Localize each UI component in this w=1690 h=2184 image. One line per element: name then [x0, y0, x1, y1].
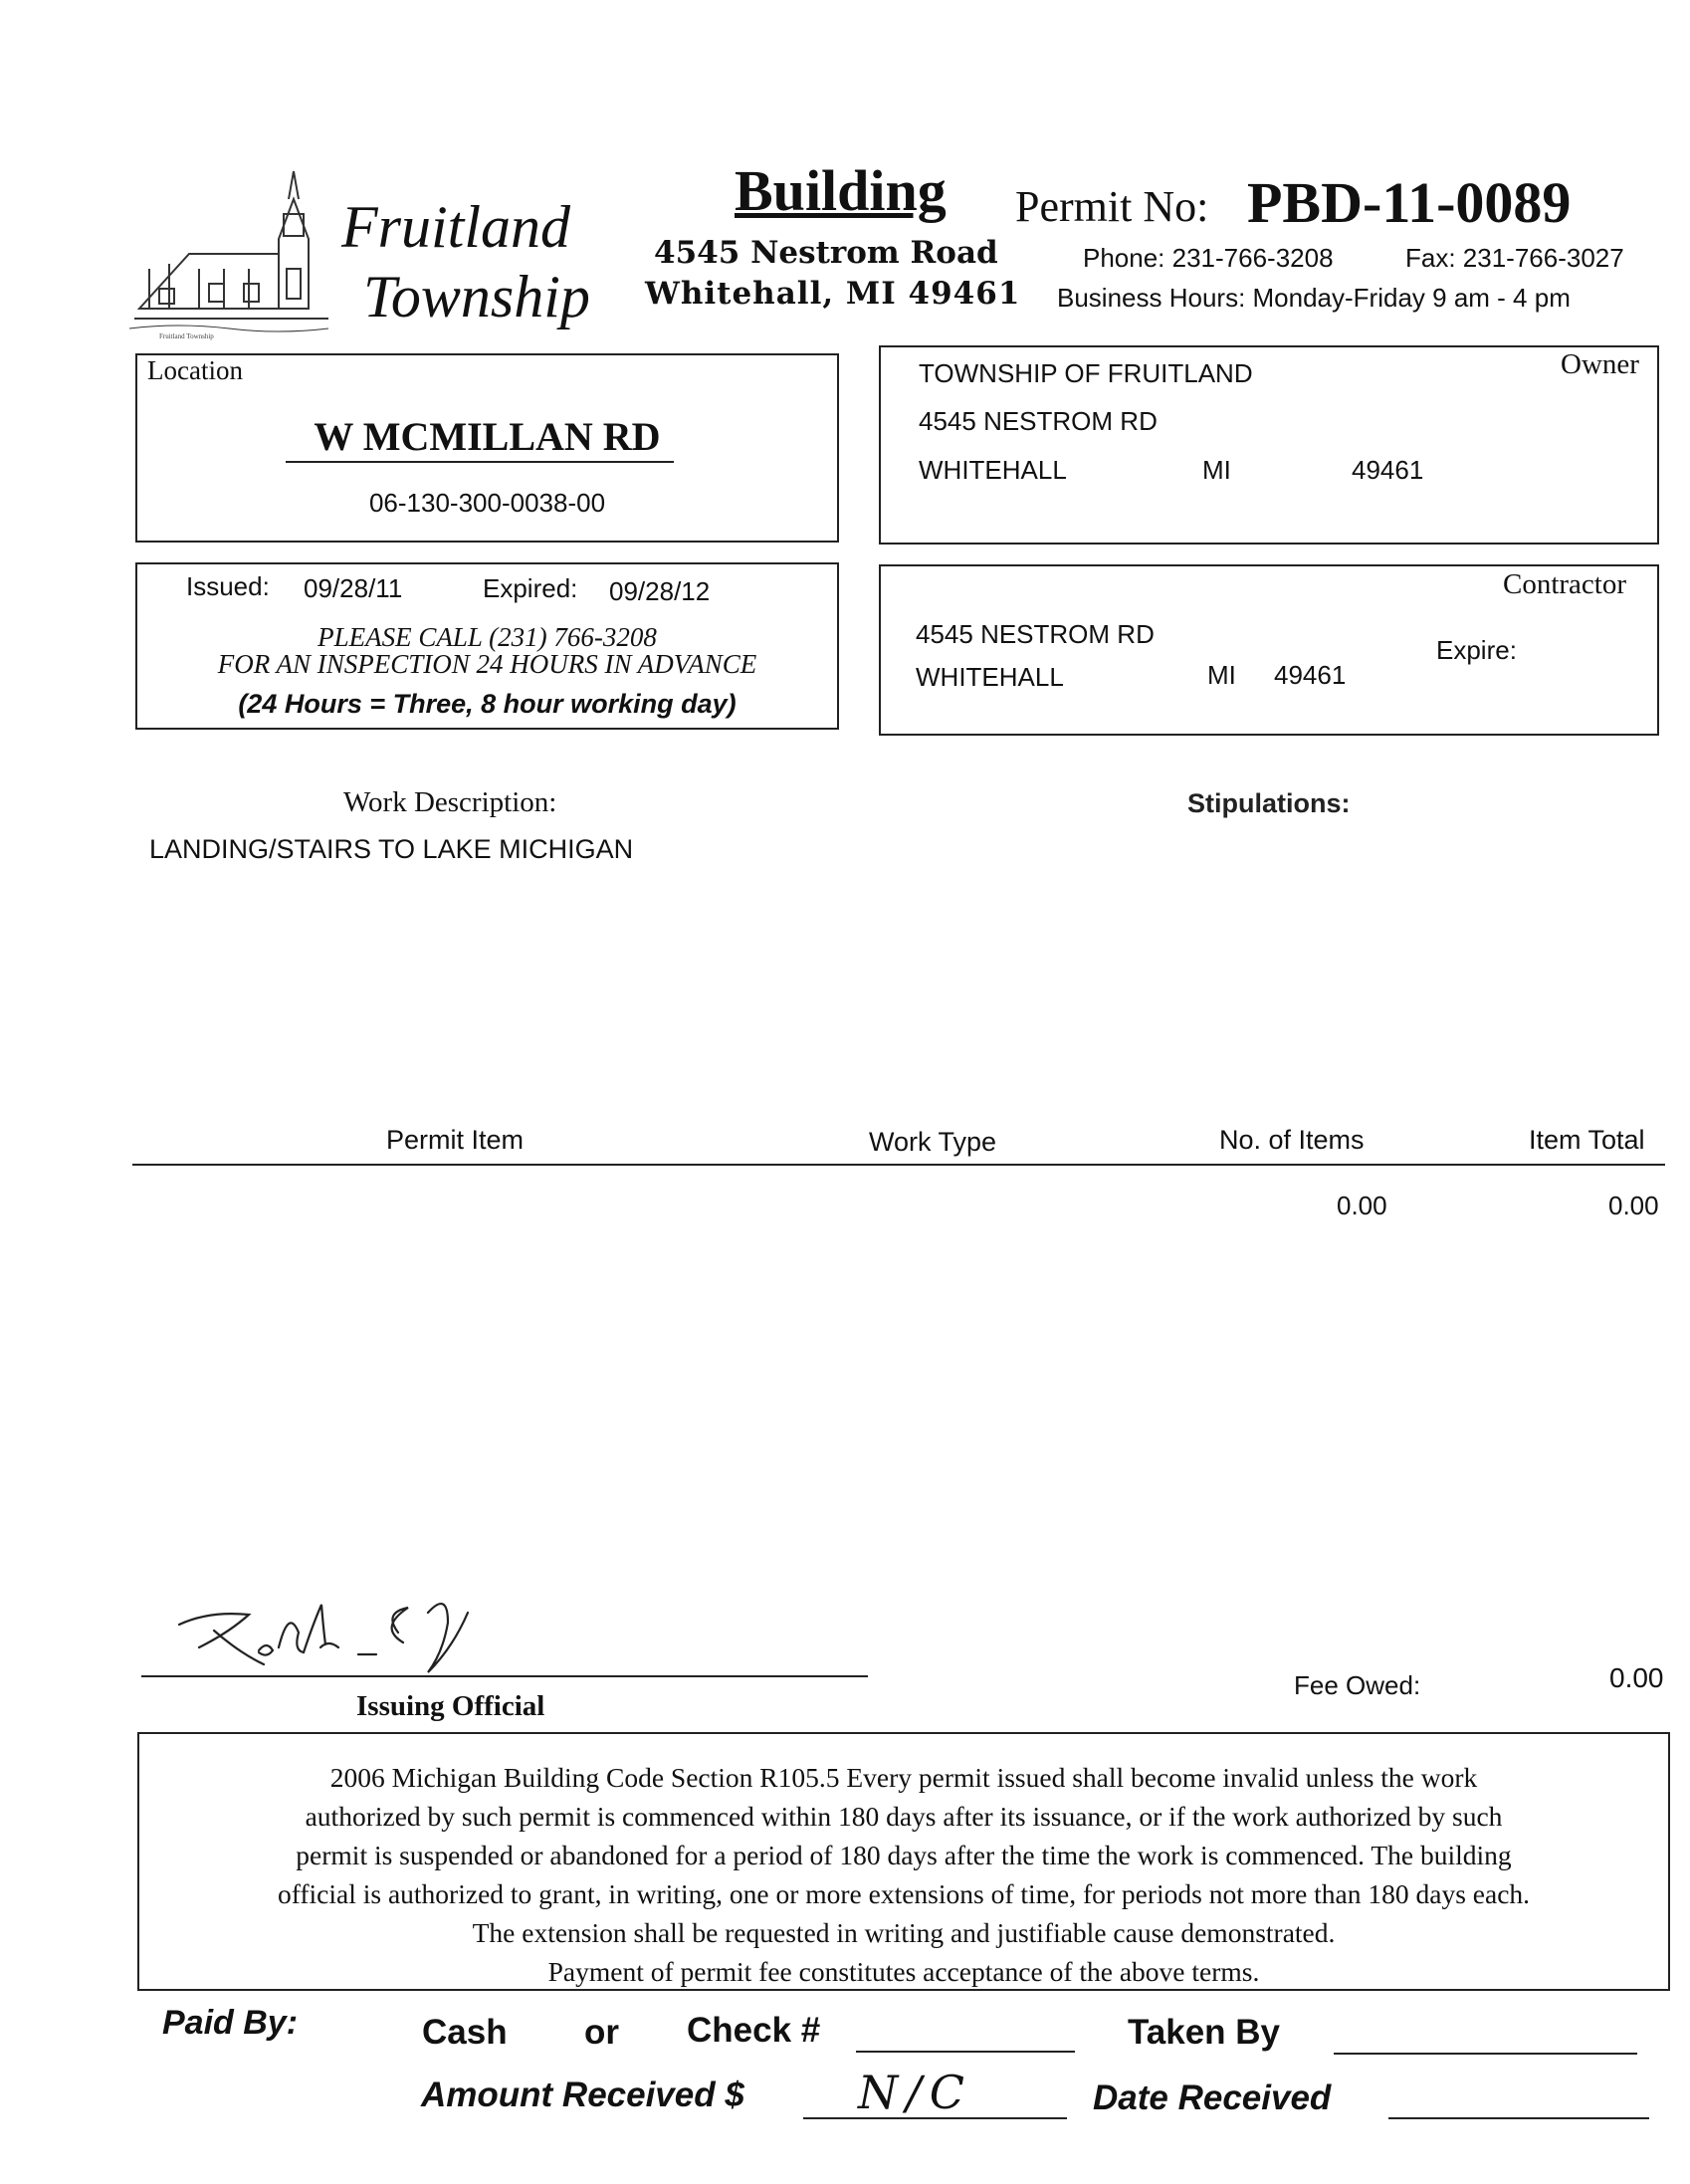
expired-date: 09/28/12	[609, 576, 711, 606]
address-line1: 4545 Nestrom Road	[654, 235, 998, 271]
permit-number: PBD-11-0089	[1247, 170, 1572, 235]
terms-line6: Payment of permit fee constitutes acceptance of the above terms.	[547, 1956, 1260, 1987]
contractor-state: MI	[1207, 660, 1236, 690]
location-street-underline	[286, 461, 674, 463]
signature-icon	[169, 1593, 587, 1692]
signature-line	[141, 1675, 868, 1677]
official-signature	[169, 1593, 587, 1692]
issued-label: Issued:	[186, 571, 270, 601]
issuing-official-label: Issuing Official	[356, 1690, 545, 1722]
phone-number: Phone: 231-766-3208	[1083, 243, 1334, 273]
work-description-label: Work Description:	[343, 786, 557, 818]
issued-date: 09/28/11	[304, 573, 403, 603]
location-street: W MCMILLAN RD	[314, 414, 661, 459]
contractor-zip: 49461	[1274, 660, 1347, 690]
paid-by-label: Paid By:	[162, 2004, 299, 2042]
check-number-field[interactable]	[856, 2051, 1075, 2053]
amount-received-field[interactable]	[803, 2066, 1067, 2119]
expired-label: Expired:	[483, 573, 578, 603]
owner-state: MI	[1202, 455, 1231, 485]
table-row	[132, 1185, 1665, 1224]
terms-text	[137, 1758, 1670, 1991]
township-logo	[129, 159, 338, 343]
terms-line5: The extension shall be requested in writing and justifiable cause demonstrated.	[472, 1917, 1336, 1948]
col-header-permit-item: Permit Item	[386, 1125, 525, 1155]
owner-name: TOWNSHIP OF FRUITLAND	[919, 358, 1253, 388]
fee-owed-label: Fee Owed:	[1294, 1670, 1421, 1700]
owner-label: Owner	[1561, 348, 1639, 380]
col-header-no-of-items: No. of Items	[1219, 1125, 1365, 1155]
inspection-call-line2: FOR AN INSPECTION 24 HOURS IN ADVANCE	[217, 649, 757, 679]
org-name-line1: Fruitland	[341, 194, 571, 260]
work-description: LANDING/STAIRS TO LAKE MICHIGAN	[149, 834, 634, 864]
table-header-rule	[132, 1164, 1665, 1166]
inspection-call-line3: (24 Hours = Three, 8 hour working day)	[238, 689, 737, 719]
parcel-number: 06-130-300-0038-00	[368, 488, 606, 518]
permit-no-label: Permit No:	[1015, 182, 1209, 231]
church-illustration-icon	[129, 159, 338, 343]
check-label: Check #	[687, 2011, 821, 2050]
row-no-of-items: 0.00	[1337, 1191, 1387, 1220]
date-received-field[interactable]	[1388, 2117, 1649, 2119]
col-header-work-type: Work Type	[869, 1127, 997, 1157]
terms-line3: permit is suspended or abandoned for a period of 180 days after the time the work is commenced. The building	[296, 1840, 1512, 1870]
contractor-label: Contractor	[1503, 568, 1627, 600]
taken-by-field[interactable]	[1334, 2053, 1637, 2055]
permit-type-title: Building	[735, 158, 947, 223]
fax-number: Fax: 231-766-3027	[1405, 243, 1624, 273]
terms-line1: 2006 Michigan Building Code Section R105.5 Every permit issued shall become invalid unless the work	[329, 1762, 1478, 1793]
owner-address: 4545 NESTROM RD	[919, 406, 1158, 436]
inspection-call-line1: PLEASE CALL (231) 766-3208	[317, 622, 657, 652]
contractor-city: WHITEHALL	[916, 662, 1064, 692]
contractor-address: 4545 NESTROM RD	[916, 619, 1155, 649]
owner-city: WHITEHALL	[919, 455, 1067, 485]
amount-received-value: N/C	[858, 2066, 972, 2119]
address-line2: Whitehall, MI 49461	[645, 276, 1021, 312]
or-label: or	[584, 2013, 619, 2052]
fee-owed-amount: 0.00	[1609, 1662, 1664, 1693]
cash-label: Cash	[422, 2013, 508, 2052]
col-header-item-total: Item Total	[1529, 1125, 1645, 1155]
business-hours: Business Hours: Monday-Friday 9 am - 4 pm	[1057, 283, 1571, 313]
taken-by-label: Taken By	[1128, 2013, 1281, 2052]
org-name-line2: Township	[363, 264, 590, 329]
contractor-expire-label: Expire:	[1436, 635, 1517, 665]
stipulations-label: Stipulations:	[1187, 788, 1351, 818]
date-received-label: Date Received	[1093, 2078, 1332, 2117]
row-item-total: 0.00	[1608, 1191, 1659, 1220]
terms-line4: official is authorized to grant, in writing, one or more extensions of time, for periods not more than 180 days each.	[277, 1878, 1531, 1909]
location-label: Location	[147, 355, 243, 385]
svg-text:Fruitland Township: Fruitland Township	[159, 332, 214, 340]
amount-received-label: Amount Received $	[421, 2075, 744, 2114]
terms-line2: authorized by such permit is commenced within 180 days after its issuance, or if the work authorized by such	[305, 1801, 1503, 1832]
owner-zip: 49461	[1352, 455, 1424, 485]
